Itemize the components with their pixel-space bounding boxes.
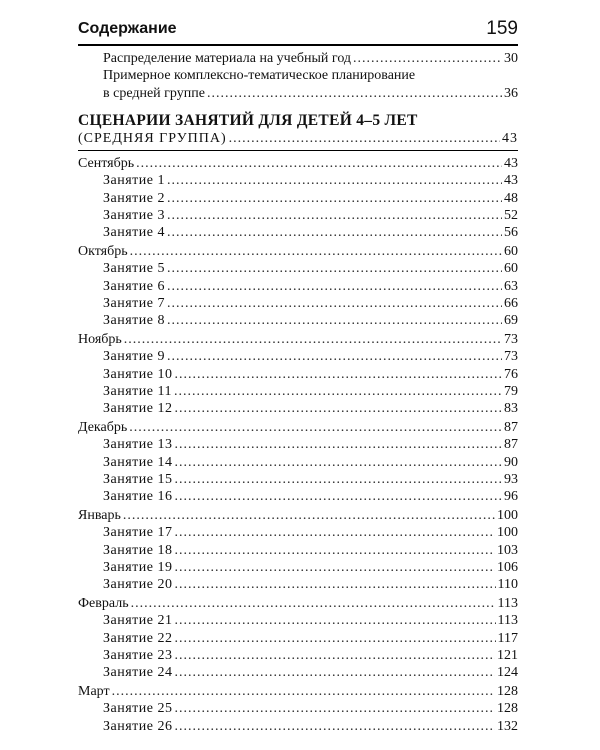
dot-leader: [129, 419, 502, 436]
dot-leader: [229, 130, 500, 147]
month-entry-label: Март: [78, 684, 110, 700]
month-entry-page: 128: [497, 684, 518, 700]
dot-leader: [353, 50, 502, 67]
lesson-entry-page: 117: [497, 630, 518, 646]
month-entry[interactable]: [78, 595, 518, 612]
lesson-entry-label: Занятие 7: [103, 296, 165, 312]
lesson-entry-label: Занятие 3: [103, 208, 165, 224]
lesson-entry[interactable]: [78, 295, 518, 312]
toc-entry-label: Распределение материала на учебный год: [103, 51, 352, 66]
toc-entry[interactable]: [78, 67, 518, 102]
dot-leader: [167, 260, 502, 277]
month-entry-page: 73: [504, 332, 518, 348]
lesson-entry-page: 56: [504, 225, 518, 241]
dot-leader: [207, 85, 502, 102]
dot-leader: [174, 400, 502, 417]
lesson-entry-label: Занятие 14: [103, 454, 173, 470]
lesson-entry[interactable]: [78, 383, 518, 400]
lesson-entry[interactable]: [78, 718, 518, 735]
month-entry[interactable]: [78, 243, 518, 260]
dot-leader: [131, 595, 496, 612]
lesson-entry[interactable]: [78, 312, 518, 329]
dot-leader: [167, 312, 502, 329]
dot-leader: [123, 507, 495, 524]
month-entry-page: 87: [504, 420, 518, 436]
lesson-entry-label: Занятие 2: [103, 190, 165, 206]
dot-leader: [167, 207, 502, 224]
section-page: 43: [502, 130, 518, 146]
lesson-entry-page: 60: [504, 261, 518, 277]
lesson-entry-page: 90: [504, 454, 518, 470]
lesson-entry-label: Занятие 24: [103, 665, 173, 681]
lesson-entry-page: 103: [497, 542, 518, 558]
lesson-entry-label: Занятие 22: [103, 630, 173, 646]
lesson-entry-page: 128: [497, 701, 518, 717]
lesson-entry-label: Занятие 17: [103, 525, 173, 541]
month-entry-label: Сентябрь: [78, 156, 135, 172]
month-entry-label: Ноябрь: [78, 332, 122, 348]
dot-leader: [174, 366, 502, 383]
lesson-entry-page: 100: [497, 525, 518, 541]
dot-leader: [174, 542, 495, 559]
dot-leader: [167, 224, 502, 241]
lesson-entry[interactable]: [78, 488, 518, 505]
lesson-entry[interactable]: [78, 172, 518, 189]
dot-leader: [174, 576, 495, 593]
dot-leader: [174, 383, 502, 400]
lesson-entry-label: Занятие 16: [103, 489, 173, 505]
lesson-entry-page: 79: [504, 384, 518, 400]
month-entry-label: Январь: [78, 508, 121, 524]
lesson-entry-label: Занятие 15: [103, 472, 173, 488]
dot-leader: [174, 664, 495, 681]
section-subtitle-row[interactable]: [78, 130, 518, 147]
lesson-entry-label: Занятие 4: [103, 225, 165, 241]
lesson-entry-page: 87: [504, 437, 518, 453]
lesson-entry-label: Занятие 23: [103, 648, 173, 663]
month-entry[interactable]: [78, 155, 518, 172]
lesson-entry-label: Занятие 21: [103, 613, 173, 629]
lesson-entry[interactable]: [78, 542, 518, 559]
lesson-entry-label: Занятие 12: [103, 401, 173, 417]
dot-leader: [167, 190, 502, 207]
lesson-entry[interactable]: [78, 700, 518, 717]
lesson-entry-label: Занятие 20: [103, 577, 173, 593]
lesson-entry-page: 52: [504, 208, 518, 224]
lesson-entry[interactable]: [78, 224, 518, 241]
lesson-entry[interactable]: [78, 647, 518, 664]
dot-leader: [167, 348, 502, 365]
lesson-entry-label: Занятие 26: [103, 718, 173, 734]
lesson-entry-page: 132: [497, 718, 518, 734]
dot-leader: [174, 454, 502, 471]
lesson-entry[interactable]: [78, 348, 518, 365]
lesson-entry[interactable]: [78, 524, 518, 541]
lesson-entry-page: 73: [504, 349, 518, 365]
table-of-contents: [78, 50, 518, 735]
month-list: [78, 155, 518, 735]
toc-entry-label-line2: в средней группе: [103, 85, 205, 101]
month-entry-label: Декабрь: [78, 420, 128, 436]
lesson-entry[interactable]: [78, 400, 518, 417]
dot-leader: [130, 243, 502, 260]
month-entry-page: 100: [497, 508, 518, 524]
dot-leader: [136, 155, 502, 172]
lesson-entry[interactable]: [78, 630, 518, 647]
lesson-entry[interactable]: [78, 278, 518, 295]
dot-leader: [112, 683, 495, 700]
lesson-entry-label: Занятие 11: [103, 384, 172, 400]
dot-leader: [167, 278, 502, 295]
dot-leader: [174, 630, 495, 647]
lesson-entry-page: 76: [504, 366, 518, 382]
month-entry-page: 43: [504, 156, 518, 172]
dot-leader: [174, 718, 495, 735]
running-title: Содержание: [78, 20, 177, 37]
lesson-entry-page: 106: [497, 560, 518, 576]
section-subtitle: (СРЕДНЯЯ ГРУППА): [78, 130, 227, 146]
dot-leader: [174, 524, 495, 541]
page-header: [78, 18, 518, 46]
lesson-entry-page: 113: [497, 613, 518, 629]
lesson-entry-page: 69: [504, 313, 518, 329]
lesson-entry[interactable]: [78, 612, 518, 629]
lesson-entry[interactable]: [78, 454, 518, 471]
toc-entry-page: 36: [504, 85, 518, 101]
lesson-entry-page: 96: [504, 489, 518, 505]
lesson-entry-page: 43: [504, 173, 518, 189]
lesson-entry-page: 124: [497, 665, 518, 681]
dot-leader: [174, 436, 502, 453]
dot-leader: [167, 295, 502, 312]
lesson-entry[interactable]: [78, 366, 518, 383]
month-entry-label: Октябрь: [78, 244, 128, 260]
month-entry[interactable]: [78, 331, 518, 348]
lesson-entry[interactable]: [78, 471, 518, 488]
month-entry[interactable]: [78, 419, 518, 436]
lesson-entry[interactable]: [78, 664, 518, 681]
month-entry-label: Февраль: [78, 596, 129, 612]
month-entry-page: 60: [504, 244, 518, 260]
lesson-entry-label: Занятие 8: [103, 313, 165, 329]
lesson-entry-label: Занятие 18: [103, 542, 173, 558]
lesson-entry-label: Занятие 6: [103, 278, 165, 294]
section-divider: [78, 150, 518, 151]
lesson-entry-label: Занятие 19: [103, 560, 173, 576]
lesson-entry-label: Занятие 5: [103, 261, 165, 277]
lesson-entry-label: Занятие 25: [103, 701, 173, 717]
lesson-entry-page: 110: [497, 577, 518, 593]
dot-leader: [174, 700, 495, 717]
toc-entry[interactable]: [78, 50, 518, 67]
lesson-entry-page: 83: [504, 401, 518, 417]
lesson-entry[interactable]: [78, 190, 518, 207]
dot-leader: [124, 331, 502, 348]
lesson-entry-page: 93: [504, 472, 518, 488]
lesson-entry[interactable]: [78, 436, 518, 453]
toc-entry-page: 30: [504, 51, 518, 66]
dot-leader: [174, 647, 495, 664]
month-entry[interactable]: [78, 683, 518, 700]
lesson-entry-label: Занятие 1: [103, 173, 165, 189]
dot-leader: [174, 612, 495, 629]
page-number: 159: [486, 18, 518, 39]
lesson-entry[interactable]: [78, 576, 518, 593]
lesson-entry-page: 66: [504, 296, 518, 312]
lesson-entry-page: 63: [504, 278, 518, 294]
dot-leader: [174, 559, 495, 576]
lesson-entry[interactable]: [78, 260, 518, 277]
month-entry-page: 113: [497, 596, 518, 612]
dot-leader: [174, 488, 502, 505]
section-title: СЦЕНАРИИ ЗАНЯТИЙ ДЛЯ ДЕТЕЙ 4–5 ЛЕТ: [78, 111, 418, 129]
toc-entry-label-line1: Примерное комплексно-тематическое планирование: [103, 68, 416, 84]
lesson-entry-page: 121: [497, 648, 518, 663]
lesson-entry-label: Занятие 13: [103, 437, 173, 453]
lesson-entry-label: Занятие 10: [103, 366, 173, 382]
lesson-entry-page: 48: [504, 190, 518, 206]
lesson-entry[interactable]: [78, 207, 518, 224]
lesson-entry[interactable]: [78, 559, 518, 576]
dot-leader: [167, 172, 502, 189]
dot-leader: [174, 471, 502, 488]
lesson-entry-label: Занятие 9: [103, 349, 165, 365]
month-entry[interactable]: [78, 507, 518, 524]
